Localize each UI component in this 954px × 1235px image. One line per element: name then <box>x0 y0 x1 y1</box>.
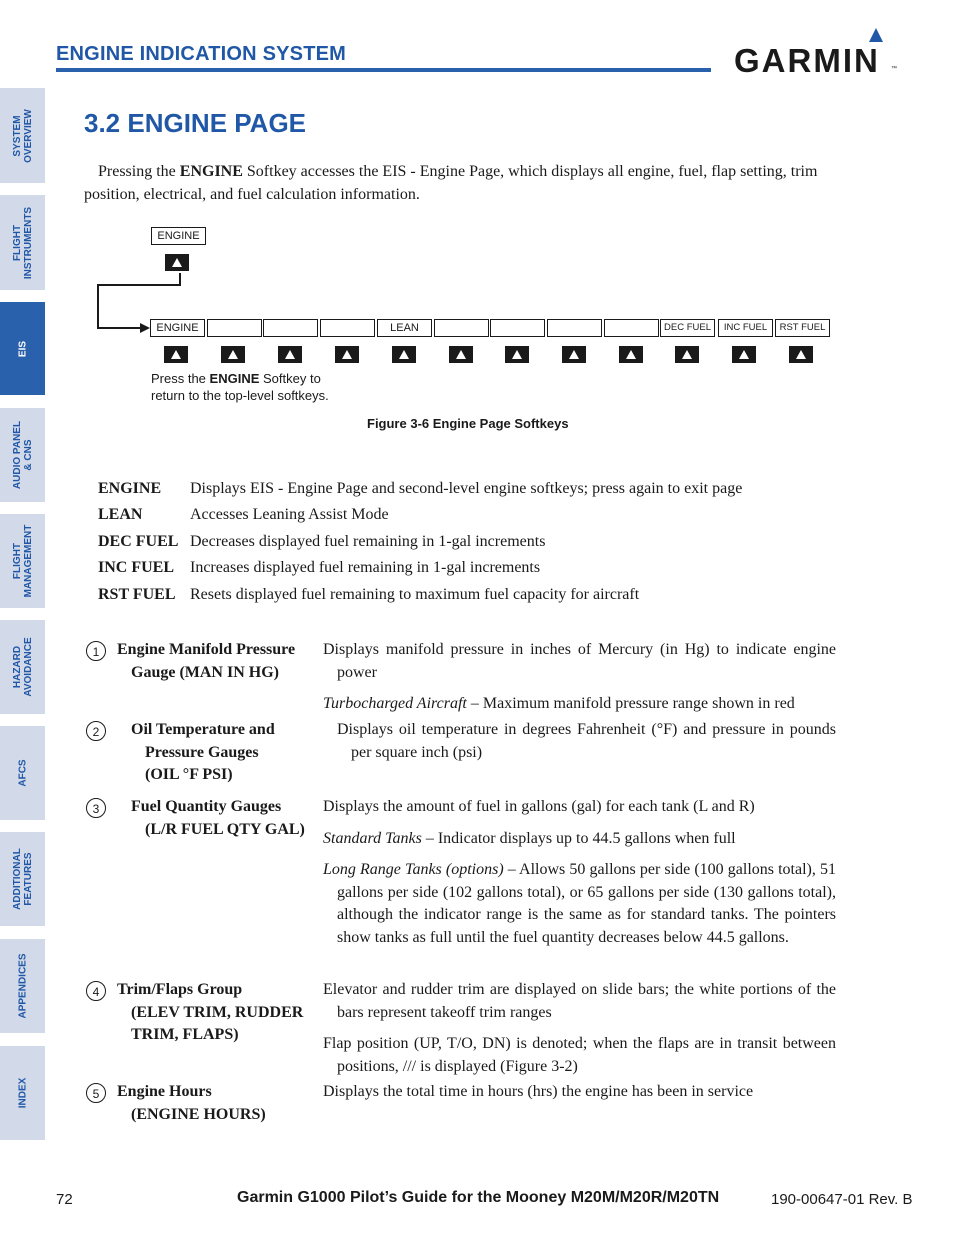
softkey-1: ENGINE <box>150 319 205 337</box>
tab-hazard-avoidance[interactable]: HAZARD AVOIDANCE <box>0 620 45 714</box>
softkey-5: LEAN <box>377 319 432 337</box>
garmin-logo <box>734 26 899 78</box>
item-label: Fuel Quantity Gauges (L/R FUEL QTY GAL) <box>131 798 305 838</box>
softkey-button-6-icon <box>449 346 473 363</box>
softkey-10: DEC FUEL <box>660 319 715 337</box>
tab-index[interactable]: INDEX <box>0 1046 45 1140</box>
softkey-11: INC FUEL <box>718 319 773 337</box>
document-number: 190-00647-01 Rev. B <box>771 1191 913 1208</box>
tab-system-overview[interactable]: SYSTEM OVERVIEW <box>0 88 45 183</box>
item-description: Displays the total time in hours (hrs) the engine has been in service <box>323 1083 754 1100</box>
item-description: Displays manifold pressure in inches of Mercury (in Hg) to indicate engine power Turbocharged Aircraft – Maximum manifold pressure range shown in red <box>323 641 836 712</box>
item-label: Engine Manifold Pressure Gauge (MAN IN HG) <box>117 641 296 681</box>
softkey-button-11-icon <box>732 346 756 363</box>
item-number-badge: 2 <box>86 721 106 741</box>
running-header-title: ENGINE INDICATION SYSTEM <box>56 43 347 65</box>
item-number-badge: 4 <box>86 981 106 1001</box>
top-softkey-label: ENGINE <box>151 227 206 245</box>
item-number-badge: 5 <box>86 1083 106 1103</box>
softkey-button-8-icon <box>562 346 586 363</box>
garmin-trademark: ™ <box>891 66 897 72</box>
header-rule <box>56 68 711 72</box>
page-number: 72 <box>56 1191 73 1208</box>
item-label: Oil Temperature and Pressure Gauges (OIL °F PSI) <box>131 721 275 783</box>
tab-flight-management[interactable]: FLIGHT MANAGEMENT <box>0 514 45 608</box>
item-description: Displays oil temperature in degrees Fahrenheit (°F) and pressure in pounds per square inch (psi) <box>337 721 836 761</box>
tab-eis[interactable]: EIS <box>0 302 45 395</box>
softkey-button-4-icon <box>335 346 359 363</box>
softkey-button-12-icon <box>789 346 813 363</box>
softkey-button-10-icon <box>675 346 699 363</box>
figure-caption: Figure 3-6 Engine Page Softkeys <box>367 416 569 431</box>
footer-title: Garmin G1000 Pilot’s Guide for the Mooney M20M/M20R/M20TN <box>237 1189 720 1206</box>
section-heading: 3.2 ENGINE PAGE <box>84 108 307 138</box>
softkey-12: RST FUEL <box>775 319 830 337</box>
intro-paragraph: Pressing the ENGINE Softkey accesses the EIS - Engine Page, which displays all engine, fuel, flap setting, trim position, electrical, and fuel calculation information. <box>84 163 818 203</box>
item-description: Displays the amount of fuel in gallons (gal) for each tank (L and R) Standard Tanks – Indicator displays up to 44.5 gallons when full Long Range Tanks (options) – Allows 50 gallons per side (100 gallons total), 51 gallons per side (102 gallons total), or 65 gallons per side (130 gallons total), although the indicator range is the same as for standard tanks. The pointers show tanks as full until the fuel quantity decreases below 44.5 gallons. <box>323 798 837 946</box>
softkey-button-1-icon <box>164 346 188 363</box>
garmin-logo-word: GARMIN <box>734 42 880 79</box>
softkey-9 <box>604 319 659 337</box>
top-softkey-button-icon <box>165 254 189 271</box>
item-number-badge: 1 <box>86 641 106 661</box>
softkey-note: Press the ENGINE Softkey to return to the top-level softkeys. <box>151 371 329 403</box>
softkey-7 <box>490 319 545 337</box>
item-label: Trim/Flaps Group (ELEV TRIM, RUDDER TRIM, FLAPS) <box>117 981 304 1043</box>
softkey-button-9-icon <box>619 346 643 363</box>
softkey-button-3-icon <box>278 346 302 363</box>
softkey-8 <box>547 319 602 337</box>
item-number-badge: 3 <box>86 798 106 818</box>
softkey-2 <box>207 319 262 337</box>
tab-appendices[interactable]: APPENDICES <box>0 939 45 1033</box>
softkey-button-2-icon <box>221 346 245 363</box>
tab-afcs[interactable]: AFCS <box>0 726 45 820</box>
item-label: Engine Hours (ENGINE HOURS) <box>117 1083 266 1123</box>
softkey-3 <box>263 319 318 337</box>
softkey-button-5-icon <box>392 346 416 363</box>
tab-flight-instruments[interactable]: FLIGHT INSTRUMENTS <box>0 195 45 290</box>
tab-additional-features[interactable]: ADDITIONAL FEATURES <box>0 832 45 926</box>
softkey-6 <box>434 319 489 337</box>
item-description: Elevator and rudder trim are displayed on slide bars; the white portions of the bars represent takeoff trim ranges Flap position (UP, T/O, DN) is denoted; when the flaps are in transit between positions, /// is displayed (Figure 3-2) <box>323 981 836 1075</box>
softkey-4 <box>320 319 375 337</box>
tab-audio-panel-cns[interactable]: AUDIO PANEL & CNS <box>0 408 45 502</box>
garmin-triangle-icon <box>869 28 883 42</box>
softkey-button-7-icon <box>505 346 529 363</box>
